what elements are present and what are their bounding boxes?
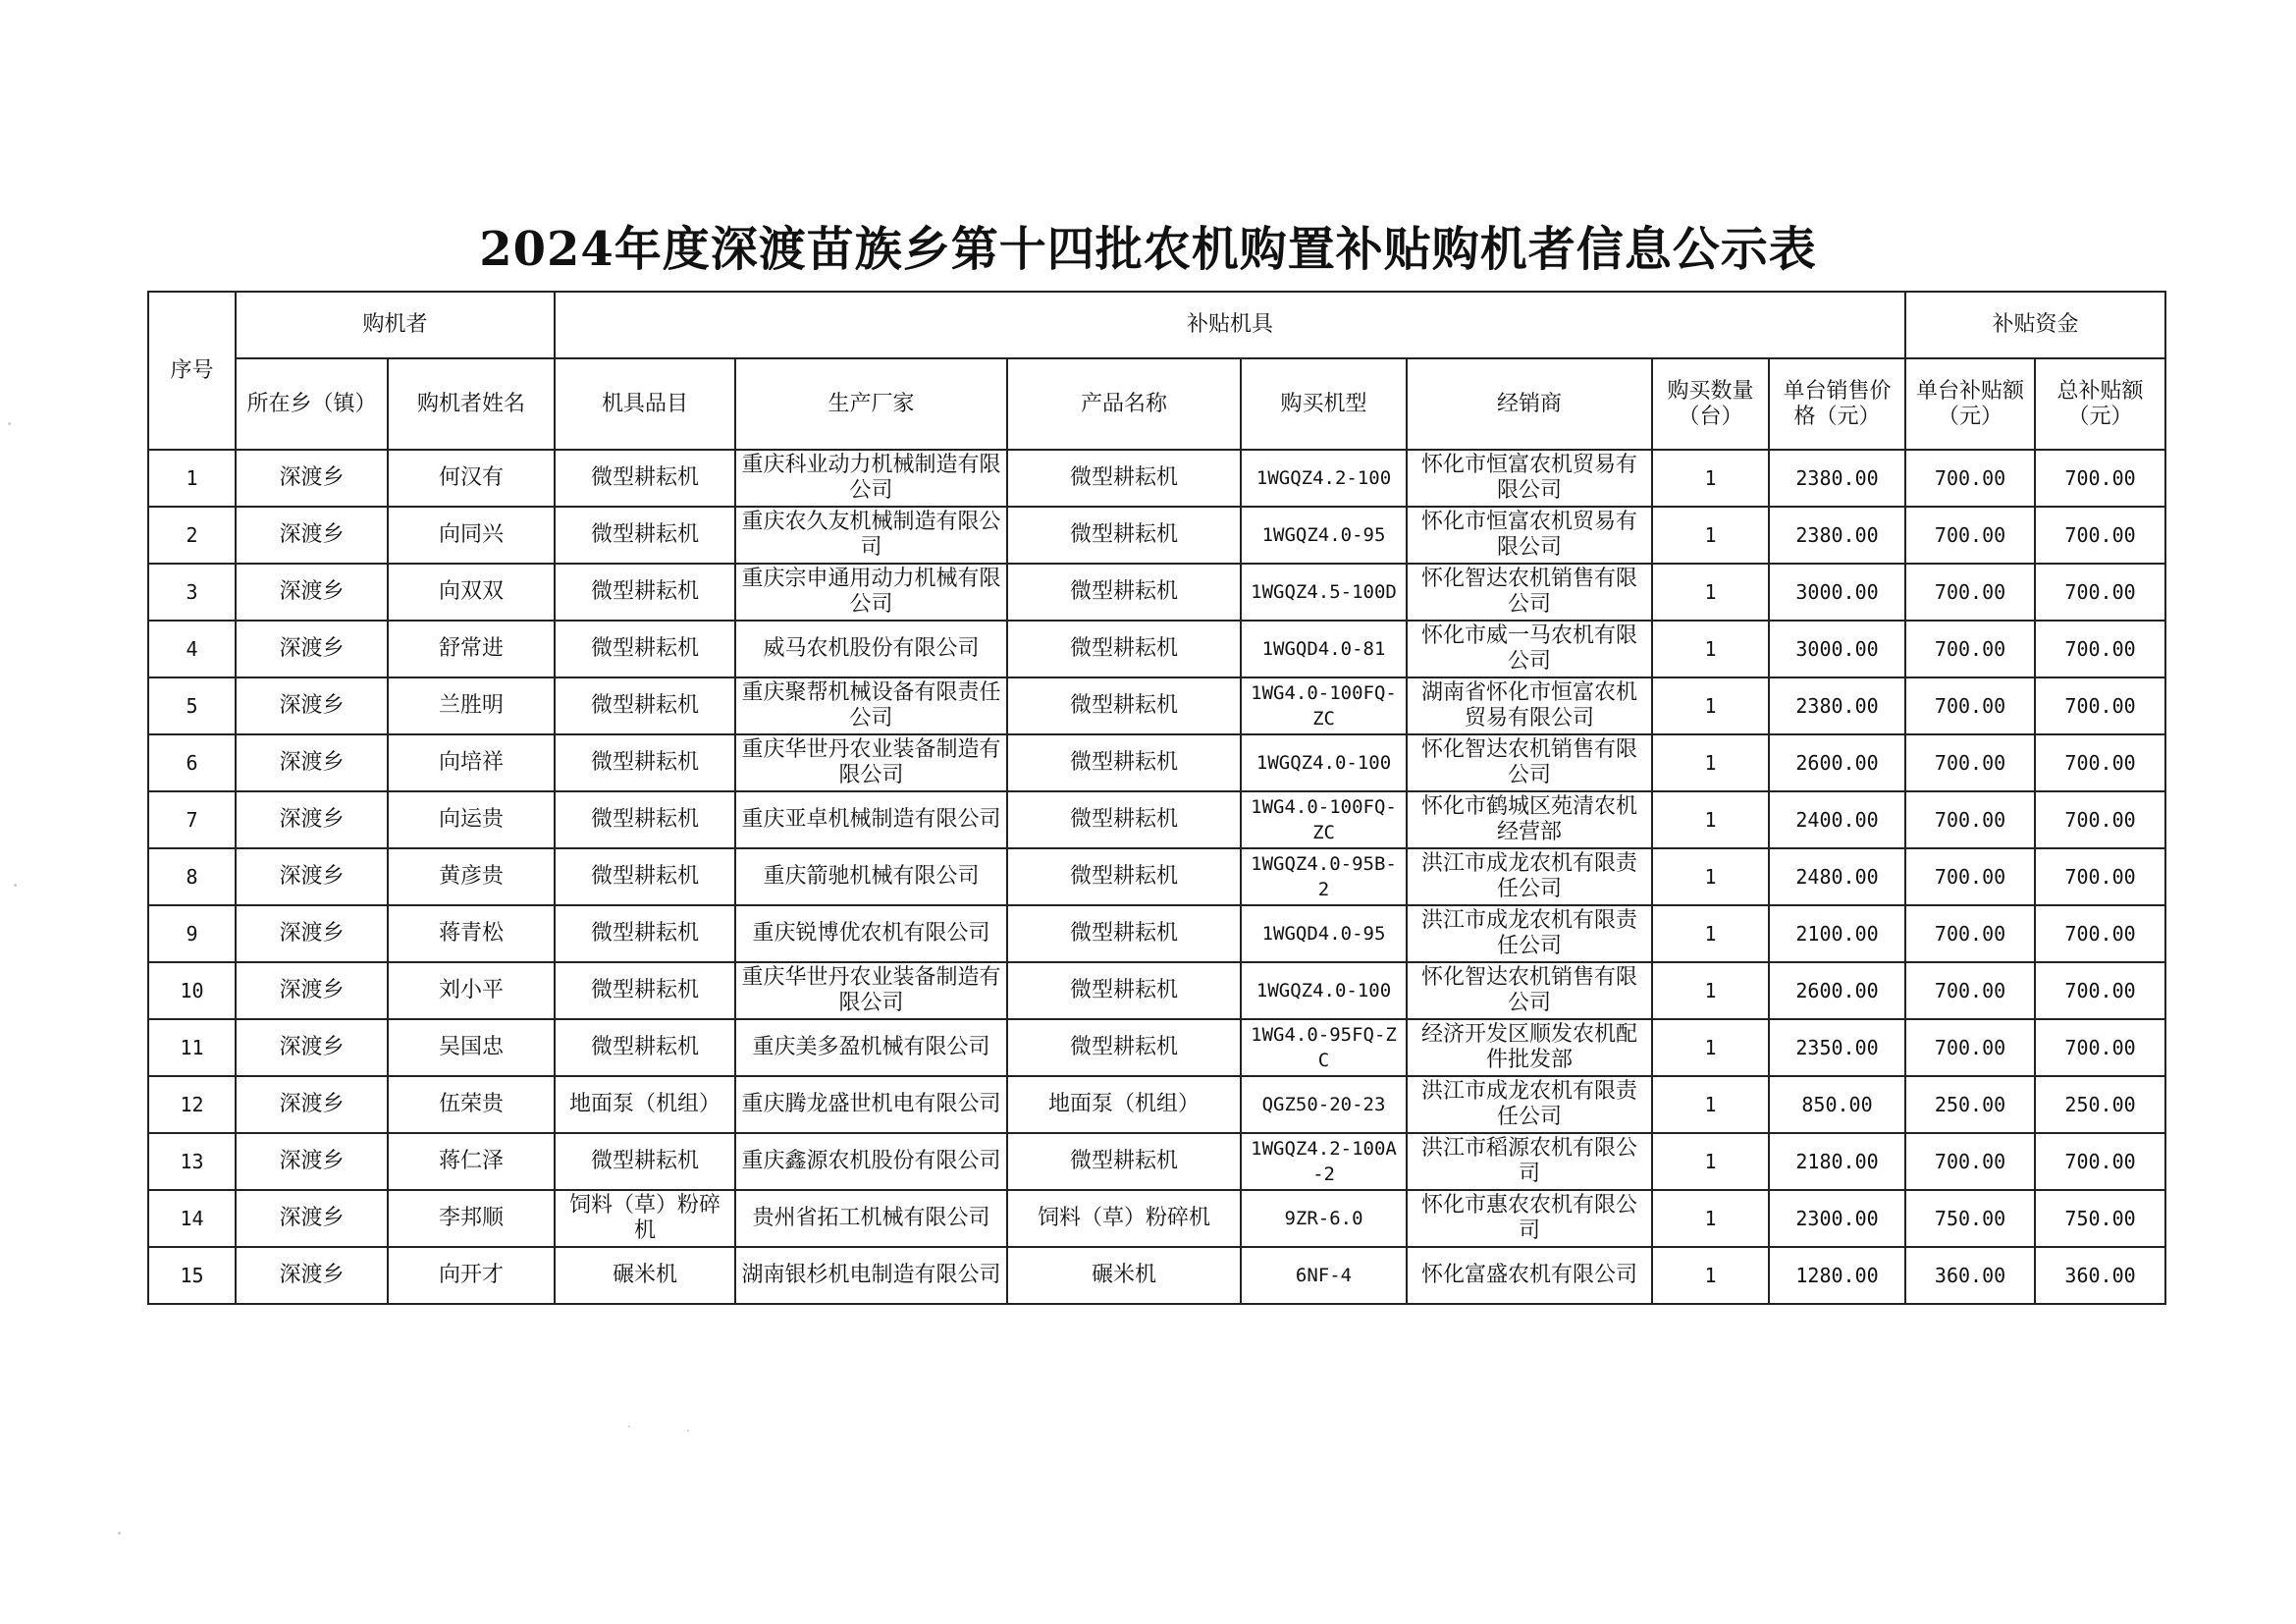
- cell-dealer: 怀化智达农机销售有限公司: [1407, 564, 1652, 621]
- cell-product-name: 微型耕耘机: [1007, 962, 1241, 1019]
- cell-category: 微型耕耘机: [555, 962, 735, 1019]
- header-buyer-name: 购机者姓名: [388, 358, 555, 450]
- cell-model: 1WG4.0-100FQ-ZC: [1241, 791, 1407, 848]
- cell-buyer-name: 李邦顺: [388, 1190, 555, 1247]
- cell-model: 1WGQZ4.0-100: [1241, 734, 1407, 791]
- cell-product-name: 碾米机: [1007, 1247, 1241, 1304]
- cell-category: 微型耕耘机: [555, 791, 735, 848]
- cell-unit-subsidy: 700.00: [1905, 677, 2035, 734]
- cell-township: 深渡乡: [236, 564, 388, 621]
- cell-product-name: 微型耕耘机: [1007, 1133, 1241, 1190]
- cell-model: 1WGQZ4.2-100: [1241, 450, 1407, 507]
- cell-unit-price: 1280.00: [1769, 1247, 1905, 1304]
- cell-unit-subsidy: 250.00: [1905, 1076, 2035, 1133]
- cell-product-name: 微型耕耘机: [1007, 450, 1241, 507]
- cell-unit-subsidy: 700.00: [1905, 507, 2035, 564]
- cell-dealer: 经济开发区顺发农机配件批发部: [1407, 1019, 1652, 1076]
- cell-township: 深渡乡: [236, 1190, 388, 1247]
- cell-buyer-name: 向运贵: [388, 791, 555, 848]
- cell-total-subsidy: 700.00: [2035, 677, 2165, 734]
- cell-quantity: 1: [1652, 507, 1769, 564]
- cell-seq: 9: [148, 905, 236, 962]
- cell-quantity: 1: [1652, 450, 1769, 507]
- table-row: [148, 1133, 2165, 1190]
- cell-product-name: 微型耕耘机: [1007, 621, 1241, 677]
- cell-category: 地面泵（机组）: [555, 1076, 735, 1133]
- cell-unit-price: 2180.00: [1769, 1133, 1905, 1190]
- cell-seq: 5: [148, 677, 236, 734]
- cell-buyer-name: 吴国忠: [388, 1019, 555, 1076]
- cell-manufacturer: 重庆亚卓机械制造有限公司: [735, 791, 1007, 848]
- cell-seq: 6: [148, 734, 236, 791]
- cell-seq: 13: [148, 1133, 236, 1190]
- cell-seq: 11: [148, 1019, 236, 1076]
- table-row: [148, 621, 2165, 677]
- cell-township: 深渡乡: [236, 621, 388, 677]
- cell-model: 1WGQZ4.0-100: [1241, 962, 1407, 1019]
- header-unit-price: 单台销售价格（元）: [1769, 358, 1905, 450]
- cell-seq: 15: [148, 1247, 236, 1304]
- cell-model: 6NF-4: [1241, 1247, 1407, 1304]
- header-total-subsidy: 总补贴额（元）: [2035, 358, 2165, 450]
- cell-unit-subsidy: 700.00: [1905, 905, 2035, 962]
- cell-category: 微型耕耘机: [555, 677, 735, 734]
- cell-manufacturer: 重庆箭驰机械有限公司: [735, 848, 1007, 905]
- cell-model: 1WGQD4.0-95: [1241, 905, 1407, 962]
- cell-product-name: 微型耕耘机: [1007, 564, 1241, 621]
- cell-unit-subsidy: 700.00: [1905, 450, 2035, 507]
- cell-manufacturer: 重庆华世丹农业装备制造有限公司: [735, 962, 1007, 1019]
- cell-total-subsidy: 700.00: [2035, 507, 2165, 564]
- cell-model: 9ZR-6.0: [1241, 1190, 1407, 1247]
- cell-dealer: 怀化市恒富农机贸易有限公司: [1407, 450, 1652, 507]
- cell-township: 深渡乡: [236, 1019, 388, 1076]
- cell-product-name: 微型耕耘机: [1007, 905, 1241, 962]
- cell-dealer: 怀化市惠农农机有限公司: [1407, 1190, 1652, 1247]
- cell-unit-price: 2350.00: [1769, 1019, 1905, 1076]
- cell-category: 微型耕耘机: [555, 1019, 735, 1076]
- header-model: 购买机型: [1241, 358, 1407, 450]
- cell-manufacturer: 重庆锐博优农机有限公司: [735, 905, 1007, 962]
- cell-township: 深渡乡: [236, 507, 388, 564]
- cell-township: 深渡乡: [236, 848, 388, 905]
- cell-buyer-name: 向培祥: [388, 734, 555, 791]
- cell-unit-price: 2600.00: [1769, 734, 1905, 791]
- cell-dealer: 怀化智达农机销售有限公司: [1407, 734, 1652, 791]
- cell-total-subsidy: 700.00: [2035, 450, 2165, 507]
- cell-buyer-name: 蒋仁泽: [388, 1133, 555, 1190]
- cell-product-name: 微型耕耘机: [1007, 791, 1241, 848]
- header-category: 机具品目: [555, 358, 735, 450]
- cell-buyer-name: 蒋青松: [388, 905, 555, 962]
- cell-category: 微型耕耘机: [555, 564, 735, 621]
- cell-model: 1WGQZ4.5-100D: [1241, 564, 1407, 621]
- cell-unit-subsidy: 700.00: [1905, 848, 2035, 905]
- cell-model: 1WGQZ4.2-100A-2: [1241, 1133, 1407, 1190]
- page-title: 2024年度深渡苗族乡第十四批农机购置补贴购机者信息公示表: [479, 222, 1817, 277]
- cell-total-subsidy: 700.00: [2035, 1019, 2165, 1076]
- cell-dealer: 洪江市稻源农机有限公司: [1407, 1133, 1652, 1190]
- cell-unit-subsidy: 750.00: [1905, 1190, 2035, 1247]
- cell-category: 微型耕耘机: [555, 621, 735, 677]
- scan-speck: [687, 1430, 689, 1432]
- subsidy-table: [147, 291, 2166, 1305]
- header-row-groups: [148, 292, 2165, 358]
- cell-manufacturer: 重庆农久友机械制造有限公司: [735, 507, 1007, 564]
- cell-manufacturer: 重庆鑫源农机股份有限公司: [735, 1133, 1007, 1190]
- cell-total-subsidy: 750.00: [2035, 1190, 2165, 1247]
- cell-category: 饲料（草）粉碎机: [555, 1190, 735, 1247]
- cell-manufacturer: 重庆腾龙盛世机电有限公司: [735, 1076, 1007, 1133]
- cell-quantity: 1: [1652, 677, 1769, 734]
- cell-product-name: 微型耕耘机: [1007, 848, 1241, 905]
- cell-total-subsidy: 360.00: [2035, 1247, 2165, 1304]
- cell-township: 深渡乡: [236, 450, 388, 507]
- header-product-name: 产品名称: [1007, 358, 1241, 450]
- cell-seq: 3: [148, 564, 236, 621]
- table-row: [148, 962, 2165, 1019]
- cell-township: 深渡乡: [236, 734, 388, 791]
- cell-buyer-name: 向双双: [388, 564, 555, 621]
- cell-township: 深渡乡: [236, 1133, 388, 1190]
- cell-seq: 8: [148, 848, 236, 905]
- cell-unit-price: 850.00: [1769, 1076, 1905, 1133]
- cell-buyer-name: 向开才: [388, 1247, 555, 1304]
- cell-unit-price: 2380.00: [1769, 450, 1905, 507]
- cell-unit-subsidy: 700.00: [1905, 734, 2035, 791]
- cell-unit-price: 2400.00: [1769, 791, 1905, 848]
- table-row: [148, 848, 2165, 905]
- cell-manufacturer: 重庆美多盈机械有限公司: [735, 1019, 1007, 1076]
- table-row: [148, 1019, 2165, 1076]
- cell-unit-subsidy: 700.00: [1905, 962, 2035, 1019]
- cell-dealer: 洪江市成龙农机有限责任公司: [1407, 905, 1652, 962]
- cell-unit-price: 2380.00: [1769, 507, 1905, 564]
- cell-quantity: 1: [1652, 962, 1769, 1019]
- cell-buyer-name: 舒常进: [388, 621, 555, 677]
- cell-buyer-name: 黄彦贵: [388, 848, 555, 905]
- cell-category: 微型耕耘机: [555, 450, 735, 507]
- header-funds-group: 补贴资金: [1905, 292, 2165, 358]
- cell-product-name: 微型耕耘机: [1007, 677, 1241, 734]
- cell-unit-subsidy: 700.00: [1905, 791, 2035, 848]
- cell-model: 1WGQD4.0-81: [1241, 621, 1407, 677]
- cell-dealer: 洪江市成龙农机有限责任公司: [1407, 1076, 1652, 1133]
- cell-unit-subsidy: 700.00: [1905, 1019, 2035, 1076]
- scan-speck: [8, 422, 11, 425]
- cell-quantity: 1: [1652, 564, 1769, 621]
- cell-product-name: 微型耕耘机: [1007, 1019, 1241, 1076]
- cell-total-subsidy: 700.00: [2035, 791, 2165, 848]
- table-row: [148, 791, 2165, 848]
- scan-speck: [118, 1532, 121, 1535]
- cell-category: 微型耕耘机: [555, 1133, 735, 1190]
- header-quantity: 购买数量（台）: [1652, 358, 1769, 450]
- cell-category: 微型耕耘机: [555, 734, 735, 791]
- cell-model: QGZ50-20-23: [1241, 1076, 1407, 1133]
- cell-township: 深渡乡: [236, 905, 388, 962]
- cell-seq: 14: [148, 1190, 236, 1247]
- cell-product-name: 地面泵（机组）: [1007, 1076, 1241, 1133]
- table-row: [148, 1076, 2165, 1133]
- cell-quantity: 1: [1652, 791, 1769, 848]
- cell-quantity: 1: [1652, 1019, 1769, 1076]
- cell-category: 微型耕耘机: [555, 507, 735, 564]
- header-manufacturer: 生产厂家: [735, 358, 1007, 450]
- cell-buyer-name: 向同兴: [388, 507, 555, 564]
- header-unit-subsidy: 单台补贴额（元）: [1905, 358, 2035, 450]
- cell-total-subsidy: 700.00: [2035, 962, 2165, 1019]
- cell-buyer-name: 何汉有: [388, 450, 555, 507]
- cell-manufacturer: 湖南银杉机电制造有限公司: [735, 1247, 1007, 1304]
- cell-quantity: 1: [1652, 1190, 1769, 1247]
- cell-total-subsidy: 700.00: [2035, 1133, 2165, 1190]
- cell-quantity: 1: [1652, 848, 1769, 905]
- table-row: [148, 450, 2165, 507]
- cell-unit-price: 2380.00: [1769, 677, 1905, 734]
- cell-unit-price: 3000.00: [1769, 621, 1905, 677]
- cell-township: 深渡乡: [236, 791, 388, 848]
- cell-unit-subsidy: 700.00: [1905, 1133, 2035, 1190]
- cell-quantity: 1: [1652, 734, 1769, 791]
- cell-quantity: 1: [1652, 1133, 1769, 1190]
- table-row: [148, 734, 2165, 791]
- cell-township: 深渡乡: [236, 962, 388, 1019]
- cell-dealer: 怀化市鹤城区苑清农机经营部: [1407, 791, 1652, 848]
- cell-total-subsidy: 700.00: [2035, 621, 2165, 677]
- cell-product-name: 微型耕耘机: [1007, 507, 1241, 564]
- cell-dealer: 怀化市威一马农机有限公司: [1407, 621, 1652, 677]
- cell-total-subsidy: 700.00: [2035, 848, 2165, 905]
- scan-speck: [628, 1426, 630, 1428]
- cell-unit-price: 2300.00: [1769, 1190, 1905, 1247]
- header-row-columns: [148, 358, 2165, 450]
- cell-seq: 4: [148, 621, 236, 677]
- table-row: [148, 1190, 2165, 1247]
- cell-seq: 1: [148, 450, 236, 507]
- cell-township: 深渡乡: [236, 677, 388, 734]
- table-row: [148, 677, 2165, 734]
- cell-dealer: 怀化智达农机销售有限公司: [1407, 962, 1652, 1019]
- table-row: [148, 507, 2165, 564]
- cell-model: 1WGQZ4.0-95B-2: [1241, 848, 1407, 905]
- header-seq: 序号: [148, 292, 236, 450]
- cell-dealer: 怀化富盛农机有限公司: [1407, 1247, 1652, 1304]
- cell-township: 深渡乡: [236, 1076, 388, 1133]
- cell-unit-subsidy: 700.00: [1905, 564, 2035, 621]
- cell-unit-price: 3000.00: [1769, 564, 1905, 621]
- header-township: 所在乡（镇）: [236, 358, 388, 450]
- cell-seq: 2: [148, 507, 236, 564]
- header-buyer-group: 购机者: [236, 292, 555, 358]
- scan-speck: [14, 884, 17, 887]
- cell-category: 微型耕耘机: [555, 905, 735, 962]
- table-row: [148, 1247, 2165, 1304]
- cell-seq: 12: [148, 1076, 236, 1133]
- cell-buyer-name: 伍荣贵: [388, 1076, 555, 1133]
- cell-unit-price: 2480.00: [1769, 848, 1905, 905]
- cell-category: 微型耕耘机: [555, 848, 735, 905]
- cell-unit-subsidy: 360.00: [1905, 1247, 2035, 1304]
- cell-total-subsidy: 700.00: [2035, 564, 2165, 621]
- cell-manufacturer: 贵州省拓工机械有限公司: [735, 1190, 1007, 1247]
- cell-manufacturer: 重庆科业动力机械制造有限公司: [735, 450, 1007, 507]
- cell-category: 碾米机: [555, 1247, 735, 1304]
- cell-dealer: 洪江市成龙农机有限责任公司: [1407, 848, 1652, 905]
- cell-buyer-name: 刘小平: [388, 962, 555, 1019]
- cell-seq: 7: [148, 791, 236, 848]
- table-body: [148, 450, 2165, 1304]
- cell-quantity: 1: [1652, 1076, 1769, 1133]
- cell-quantity: 1: [1652, 621, 1769, 677]
- cell-dealer: 怀化市恒富农机贸易有限公司: [1407, 507, 1652, 564]
- cell-township: 深渡乡: [236, 1247, 388, 1304]
- cell-total-subsidy: 700.00: [2035, 734, 2165, 791]
- cell-dealer: 湖南省怀化市恒富农机贸易有限公司: [1407, 677, 1652, 734]
- cell-manufacturer: 重庆宗申通用动力机械有限公司: [735, 564, 1007, 621]
- header-dealer: 经销商: [1407, 358, 1652, 450]
- cell-total-subsidy: 250.00: [2035, 1076, 2165, 1133]
- table-row: [148, 905, 2165, 962]
- cell-quantity: 1: [1652, 905, 1769, 962]
- cell-unit-price: 2600.00: [1769, 962, 1905, 1019]
- cell-seq: 10: [148, 962, 236, 1019]
- cell-quantity: 1: [1652, 1247, 1769, 1304]
- table-row: [148, 564, 2165, 621]
- cell-model: 1WGQZ4.0-95: [1241, 507, 1407, 564]
- cell-buyer-name: 兰胜明: [388, 677, 555, 734]
- cell-manufacturer: 威马农机股份有限公司: [735, 621, 1007, 677]
- cell-model: 1WG4.0-95FQ-ZC: [1241, 1019, 1407, 1076]
- cell-model: 1WG4.0-100FQ-ZC: [1241, 677, 1407, 734]
- cell-product-name: 饲料（草）粉碎机: [1007, 1190, 1241, 1247]
- cell-unit-price: 2100.00: [1769, 905, 1905, 962]
- cell-unit-subsidy: 700.00: [1905, 621, 2035, 677]
- cell-total-subsidy: 700.00: [2035, 905, 2165, 962]
- cell-manufacturer: 重庆聚帮机械设备有限责任公司: [735, 677, 1007, 734]
- cell-manufacturer: 重庆华世丹农业装备制造有限公司: [735, 734, 1007, 791]
- cell-product-name: 微型耕耘机: [1007, 734, 1241, 791]
- header-machine-group: 补贴机具: [555, 292, 1905, 358]
